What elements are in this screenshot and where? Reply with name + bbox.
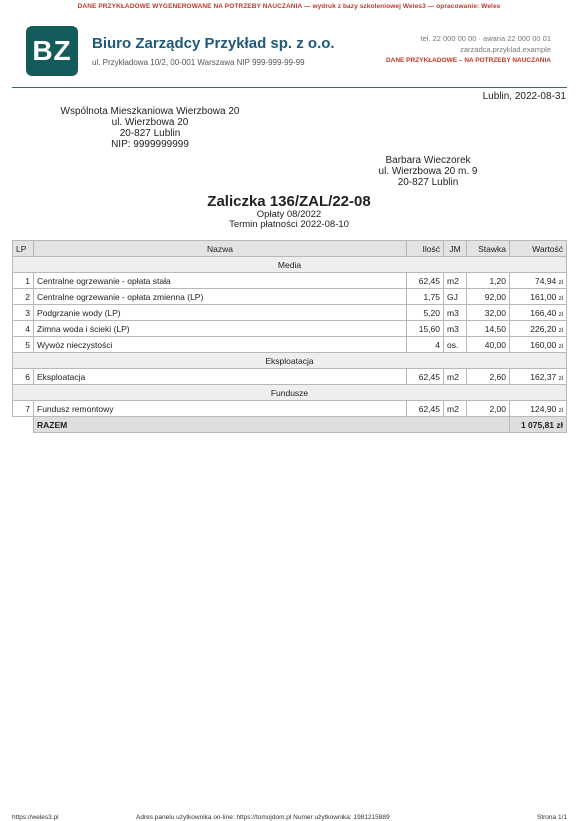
total-spacer — [13, 417, 34, 433]
col-qty: Ilość — [407, 241, 444, 257]
cell-lp: 4 — [13, 321, 34, 337]
cell-lp: 3 — [13, 305, 34, 321]
total-label: RAZEM — [34, 417, 510, 433]
company-disclaimer: DANE PRZYKŁADOWE – NA POTRZEBY NAUCZANIA — [385, 57, 551, 64]
group-label: Fundusze — [13, 385, 567, 401]
cell-name: Fundusz remontowy — [34, 401, 407, 417]
issuer-address — [40, 106, 260, 150]
group-label: Eksploatacja — [13, 353, 567, 369]
cell-value — [510, 337, 567, 353]
cell-unit: m2 — [444, 369, 467, 385]
cell-lp: 6 — [13, 369, 34, 385]
currency-label: zł — [558, 375, 563, 382]
cell-name: Eksploatacja — [34, 369, 407, 385]
currency-label: zł — [558, 295, 563, 302]
table-group-row — [13, 385, 567, 401]
issuer-street: ul. Wierzbowa 20 — [111, 117, 189, 128]
cell-unit: GJ — [444, 289, 467, 305]
cell-value — [510, 369, 567, 385]
footer-page-number: Strona 1/1 — [537, 814, 567, 821]
cell-value-amount: 162,37 — [530, 371, 557, 382]
cell-rate: 92,00 — [467, 289, 510, 305]
col-name: Nazwa — [34, 241, 407, 257]
currency-label: zł — [558, 311, 563, 318]
company-phone: tel. 22 000 00 00 · awaria 22 000 00 01 — [420, 34, 551, 43]
company-name: Biuro Zarządcy Przykład sp. z o.o. — [92, 35, 335, 52]
issuer-name: Wspólnota Mieszkaniowa Wierzbowa 20 — [60, 106, 240, 117]
col-lp: LP — [13, 241, 34, 257]
document-title: Zaliczka 136/ZAL/22-08 — [207, 193, 371, 210]
cell-rate: 2,60 — [467, 369, 510, 385]
cell-value-amount: 166,40 — [530, 307, 557, 318]
footer-user-panel: Adres panelu użytkownika on-line: https://tomojdom.pl Numer użytkownika: 1981215889 — [136, 814, 390, 821]
cell-qty: 62,45 — [407, 369, 444, 385]
cell-unit: m2 — [444, 273, 467, 289]
cell-unit: m3 — [444, 321, 467, 337]
cell-value-amount: 160,00 — [530, 339, 557, 350]
footer-site: https://weles3.pl — [12, 814, 59, 821]
group-label: Media — [13, 257, 567, 273]
table-row — [13, 321, 567, 337]
cell-name: Centralne ogrzewanie - opłata zmienna (LP) — [34, 289, 407, 305]
table-row — [13, 289, 567, 305]
cell-qty: 15,60 — [407, 321, 444, 337]
table-row — [13, 305, 567, 321]
table-group-row — [13, 353, 567, 369]
cell-unit: m2 — [444, 401, 467, 417]
cell-value — [510, 273, 567, 289]
cell-value-amount: 74,94 — [535, 275, 557, 286]
cell-value-amount: 124,90 — [530, 403, 557, 414]
cell-lp: 7 — [13, 401, 34, 417]
table-row — [13, 273, 567, 289]
cell-value — [510, 321, 567, 337]
total-value: 1 075,81 zł — [510, 417, 567, 433]
total-row — [13, 417, 567, 433]
currency-label: zł — [558, 407, 563, 414]
cell-rate: 14,50 — [467, 321, 510, 337]
company-contact — [386, 33, 551, 66]
cell-value-amount: 226,20 — [530, 323, 557, 334]
col-unit: JM — [444, 241, 467, 257]
cell-qty: 1,75 — [407, 289, 444, 305]
cell-name: Centralne ogrzewanie - opłata stała — [34, 273, 407, 289]
payment-due: Termin płatności 2022-08-10 — [229, 219, 349, 230]
cell-name: Zimna woda i ścieki (LP) — [34, 321, 407, 337]
cell-rate: 32,00 — [467, 305, 510, 321]
currency-label: zł — [558, 279, 563, 286]
document-date: Lublin, 2022-08-31 — [482, 91, 566, 102]
issuer-city: 20-827 Lublin — [119, 128, 181, 139]
currency-label: zł — [558, 327, 563, 334]
company-logo: BZ — [26, 26, 78, 76]
cell-name: Wywóz nieczystości — [34, 337, 407, 353]
col-rate: Stawka — [467, 241, 510, 257]
table-group-row — [13, 257, 567, 273]
recipient-address — [348, 155, 508, 188]
table-header-row — [13, 241, 567, 257]
charges-table — [12, 240, 567, 433]
cell-rate: 40,00 — [467, 337, 510, 353]
cell-value — [510, 289, 567, 305]
cell-rate: 2,00 — [467, 401, 510, 417]
table-row — [13, 337, 567, 353]
table-row — [13, 401, 567, 417]
cell-qty: 5,20 — [407, 305, 444, 321]
cell-value-amount: 161,00 — [530, 291, 557, 302]
cell-name: Podgrzanie wody (LP) — [34, 305, 407, 321]
document-subtitle: Opłaty 08/2022 — [256, 209, 322, 220]
header-divider — [12, 87, 567, 88]
training-data-banner: DANE PRZYKŁADOWE WYGENEROWANE NA POTRZEBY NAUCZANIA — wydruk z bazy szkoleniowej Weles3 — opracowanie: Weles — [77, 3, 501, 10]
cell-lp: 5 — [13, 337, 34, 353]
cell-value — [510, 305, 567, 321]
recipient-city: 20-827 Lublin — [397, 177, 459, 188]
col-value: Wartość — [510, 241, 567, 257]
recipient-street: ul. Wierzbowa 20 m. 9 — [378, 166, 478, 177]
cell-qty: 62,45 — [407, 401, 444, 417]
cell-lp: 1 — [13, 273, 34, 289]
cell-qty: 4 — [407, 337, 444, 353]
company-email: zarzadca.przyklad.example — [460, 45, 551, 54]
company-address: ul. Przykładowa 10/2, 00-001 Warszawa NIP 999-999-99-99 — [92, 58, 305, 67]
cell-lp: 2 — [13, 289, 34, 305]
cell-unit: os. — [444, 337, 467, 353]
cell-value — [510, 401, 567, 417]
cell-unit: m3 — [444, 305, 467, 321]
cell-rate: 1,20 — [467, 273, 510, 289]
issuer-nip: NIP: 9999999999 — [111, 139, 189, 150]
currency-label: zł — [558, 343, 563, 350]
cell-qty: 62,45 — [407, 273, 444, 289]
recipient-name: Barbara Wieczorek — [385, 155, 471, 166]
table-row — [13, 369, 567, 385]
